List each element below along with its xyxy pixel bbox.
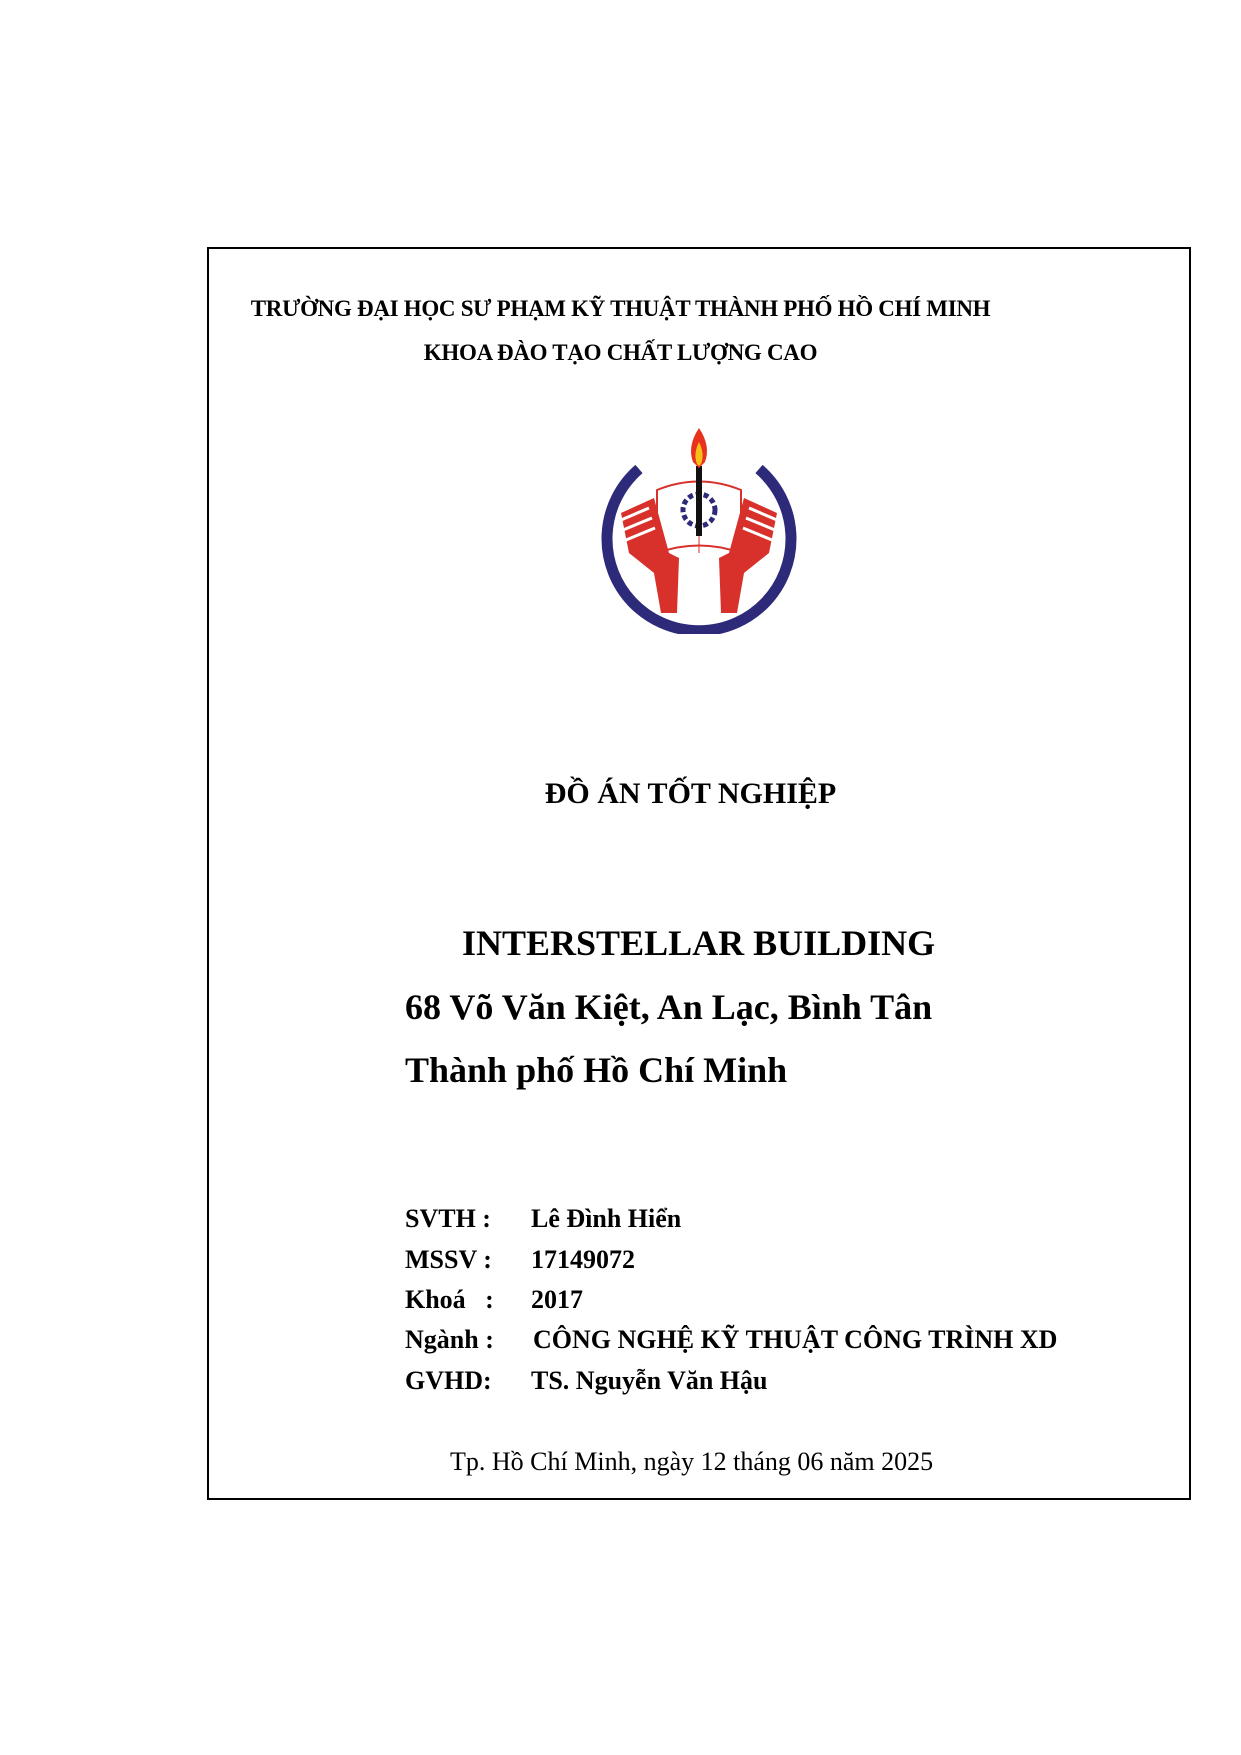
info-label-cohort: Khoá : xyxy=(405,1285,494,1314)
project-address-line1: 68 Võ Văn Kiệt, An Lạc, Bình Tân xyxy=(405,987,933,1027)
info-label-advisor: GVHD: xyxy=(405,1366,492,1395)
faculty-name: KHOA ĐÀO TẠO CHẤT LƯỢNG CAO xyxy=(423,340,818,365)
info-label-major: Ngành : xyxy=(405,1325,494,1354)
project-address-line2: Thành phố Hồ Chí Minh xyxy=(405,1050,788,1090)
info-label-student-id: MSSV : xyxy=(405,1245,492,1274)
document-type: ĐỒ ÁN TỐT NGHIỆP xyxy=(544,777,837,810)
info-value-student: Lê Đình Hiển xyxy=(531,1204,682,1233)
date-line: Tp. Hồ Chí Minh, ngày 12 tháng 06 năm 2025 xyxy=(450,1447,934,1476)
info-value-major: CÔNG NGHỆ KỸ THUẬT CÔNG TRÌNH XD xyxy=(533,1325,1058,1354)
info-label-student: SVTH : xyxy=(405,1204,491,1233)
project-title: INTERSTELLAR BUILDING xyxy=(462,923,936,963)
info-value-student-id: 17149072 xyxy=(531,1245,635,1274)
university-logo xyxy=(599,428,799,634)
info-value-advisor: TS. Nguyễn Văn Hậu xyxy=(531,1366,768,1395)
info-value-cohort: 2017 xyxy=(531,1285,583,1314)
university-name: TRƯỜNG ĐẠI HỌC SƯ PHẠM KỸ THUẬT THÀNH PHỐ HỒ CHÍ MINH xyxy=(250,296,991,321)
